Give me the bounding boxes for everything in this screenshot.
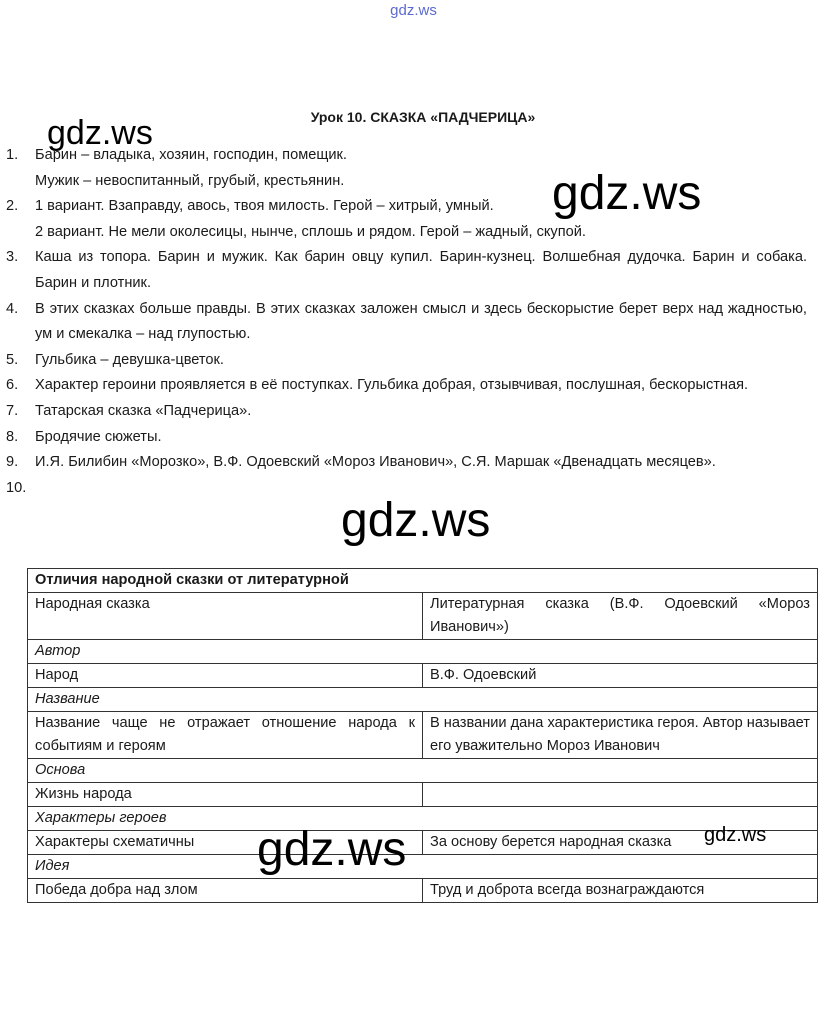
table-row	[28, 593, 818, 640]
watermark: gdz.ws	[341, 494, 491, 547]
cell-literary: В названии дана характеристика героя. Автор называет его уважительно Мороз Иванович	[423, 712, 818, 759]
table-row	[28, 879, 818, 903]
answers-list	[0, 143, 827, 502]
watermark: gdz.ws	[704, 824, 767, 846]
page-title: Урок 10. СКАЗКА «ПАДЧЕРИЦА»	[310, 109, 536, 125]
cell-folk: Победа добра над злом	[28, 879, 423, 903]
section-label: Основа	[28, 759, 818, 783]
answer-text: Бродячие сюжеты.	[35, 428, 162, 445]
answer-line: 2 вариант. Не мели околесицы, нынче, сплошь и рядом. Герой – жадный, скупой.	[35, 223, 586, 240]
item-number: 7.	[6, 402, 19, 419]
answer-line: Мужик – невоспитанный, грубый, крестьянин.	[35, 172, 345, 189]
comparison-table	[27, 568, 818, 903]
item-number: 3.	[6, 249, 19, 266]
cell-folk: Народ	[28, 664, 423, 688]
table-section-row	[28, 688, 818, 712]
watermark-top: gdz.ws	[390, 2, 437, 19]
section-label: Название	[28, 688, 818, 712]
table-row	[28, 831, 818, 855]
column-header-right: Литературная сказка (В.Ф. Одоевский «Мороз Иванович»)	[423, 593, 818, 640]
answer-text: Татарская сказка «Падчерица».	[35, 402, 252, 419]
list-item	[0, 245, 807, 296]
answer-line: 1 вариант. Взаправду, авось, твоя милость. Герой – хитрый, умный.	[35, 198, 494, 215]
table-row	[28, 664, 818, 688]
table-row	[28, 783, 818, 807]
table-section-row	[28, 807, 818, 831]
list-item	[0, 399, 807, 425]
watermark: gdz.ws	[257, 823, 407, 876]
item-number: 6.	[6, 377, 19, 394]
column-header-left: Народная сказка	[28, 593, 423, 640]
answer-text: Гульбика – девушка-цветок.	[35, 351, 224, 368]
cell-folk: Характеры схематичны	[28, 831, 423, 855]
answer-text: И.Я. Билибин «Морозко», В.Ф. Одоевский «Мороз Иванович», С.Я. Маршак «Двенадцать месяцев».	[35, 454, 716, 471]
item-number: 4.	[6, 300, 19, 317]
table-section-row	[28, 855, 818, 879]
section-label: Идея	[28, 855, 818, 879]
cell-literary: За основу берется народная сказка	[423, 831, 818, 855]
answer-text: Каша из топора. Барин и мужик. Как барин овцу купил. Барин-кузнец. Волшебная дудочка. Барин и собака. Барин и плотник.	[35, 249, 807, 291]
table-row	[28, 712, 818, 759]
section-label: Автор	[28, 640, 818, 664]
answer-text: В этих сказках больше правды. В этих сказках заложен смысл и здесь бескорыстие берет верх над жадностью, ум и смекалка – над глупостью.	[35, 300, 807, 343]
table-row	[28, 569, 818, 593]
cell-folk: Жизнь народа	[28, 783, 423, 807]
list-item	[0, 373, 807, 399]
cell-literary: В.Ф. Одоевский	[423, 664, 818, 688]
list-item	[0, 297, 807, 348]
item-number: 9.	[6, 454, 19, 471]
table-section-row	[28, 640, 818, 664]
answer-line: Барин – владыка, хозяин, господин, помещик.	[35, 147, 347, 163]
cell-literary: Труд и доброта всегда вознаграждаются	[423, 879, 818, 903]
cell-folk: Название чаще не отражает отношение народа к событиям и героям	[28, 712, 423, 759]
answer-text: Характер героини проявляется в её поступках. Гульбика добрая, отзывчивая, послушная, бескорыстная.	[35, 377, 749, 394]
list-item	[0, 450, 807, 476]
list-item	[0, 425, 807, 451]
watermark: gdz.ws	[47, 114, 153, 152]
table-header: Отличия народной сказки от литературной	[28, 569, 818, 593]
list-item	[0, 348, 807, 374]
cell-literary	[423, 783, 818, 807]
section-label: Характеры героев	[28, 807, 818, 831]
item-number: 2.	[6, 198, 19, 215]
watermark: gdz.ws	[552, 167, 702, 220]
item-number: 1.	[6, 147, 19, 163]
item-number: 10.	[6, 479, 27, 496]
item-number: 5.	[6, 351, 19, 368]
table-section-row	[28, 759, 818, 783]
item-number: 8.	[6, 428, 19, 445]
